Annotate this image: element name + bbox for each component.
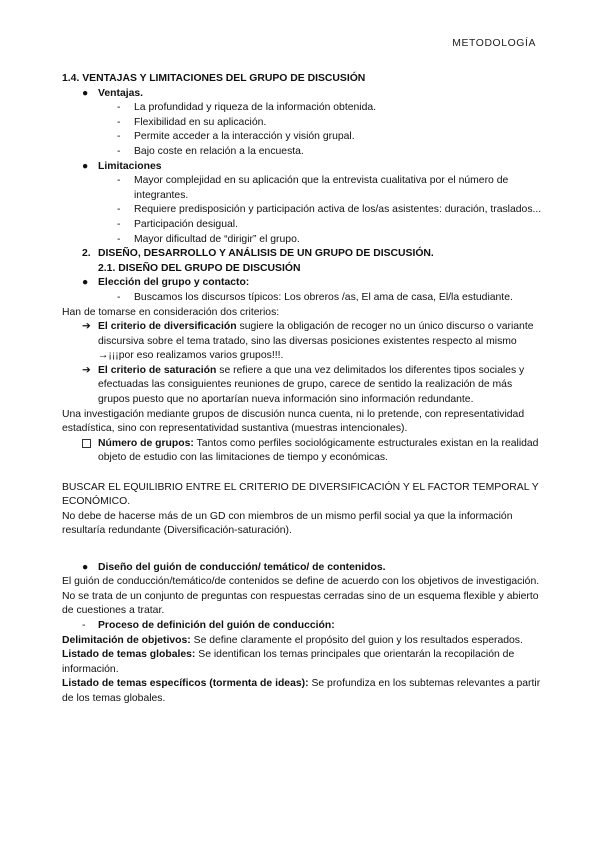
proceso-item: - Proceso de definición del guión de conducción:: [62, 619, 544, 634]
bullet-dot-icon: ●: [82, 277, 89, 289]
list-item: - Bajo coste en relación a la encuesta.: [62, 145, 544, 160]
diseno-paragraph-2: No se trata de un conjunto de preguntas con respuestas cerradas sino de un esquema flexible y abierto de cuestiones a tratar.: [62, 590, 539, 617]
list-item: - Mayor complejidad en su aplicación que la entrevista cualitativa por el número de integrantes.: [117, 175, 509, 201]
list-item: - Flexibilidad en su aplicación.: [62, 116, 544, 131]
bullet-dot-icon: ●: [82, 561, 89, 573]
representatividad-paragraph: Una investigación mediante grupos de discusión nunca cuenta, ni lo pretende, con representatividad estadística, sino con representatividad sustantiva (muestras intencionales).: [62, 408, 525, 435]
arrow-right-icon: ➔: [82, 321, 91, 333]
temas-globales-paragraph: Listado de temas globales: Se identifican los temas principales que orientarán la recopilación de información.: [62, 649, 515, 675]
ventajas-bullet: [62, 87, 544, 102]
criterio-saturacion: ➔ El criterio de saturación se refiere a que una vez delimitados los diferentes tipos sociales y efectuadas las consiguientes reuniones de grupo, carece de sentido la realización de más grupos puesto que no aportarían nueva información sino información redundante.: [82, 364, 525, 406]
dash-icon: -: [82, 619, 86, 631]
dash-icon: -: [117, 102, 121, 114]
section-1-4-title: 1.4. VENTAJAS Y LIMITACIONES DEL GRUPO DE DISCUSIÓN: [62, 73, 366, 84]
equilibrio-paragraph: BUSCAR EL EQUILIBRIO ENTRE EL CRITERIO DE DIVERSIFICACIÓN Y EL FACTOR TEMPORAL Y ECONÓMICO.: [62, 481, 539, 508]
dash-icon: -: [117, 233, 121, 245]
list-item: - Participación desigual.: [62, 218, 544, 233]
diseno-label: Diseño del guión de conducción/ temático/ de contenidos.: [98, 561, 386, 573]
dash-icon: -: [117, 218, 121, 230]
numero-grupos-item: Número de grupos: Tantos como perfiles sociológicamente estructurales existan en la realidad objeto de estudio con las limitaciones de tiempo y económicas.: [62, 437, 544, 466]
ventajas-label: Ventajas.: [98, 87, 144, 99]
dash-icon: -: [117, 291, 121, 303]
bullet-dot-icon: ●: [82, 87, 89, 99]
running-header: METODOLOGÍA: [452, 38, 536, 49]
dash-icon: -: [117, 145, 121, 157]
dash-icon: -: [117, 204, 121, 216]
dash-icon: -: [117, 131, 121, 143]
section-2-title: 2. DISEÑO, DESARROLLO Y ANÁLISIS DE UN GRUPO DE DISCUSIÓN.: [62, 247, 544, 262]
list-item: - La profundidad y riqueza de la información obtenida.: [62, 101, 544, 116]
dash-icon: -: [117, 116, 121, 128]
criterios-intro: Han de tomarse en consideración dos criterios:: [62, 306, 280, 318]
delimitacion-paragraph: Delimitación de objetivos: Se define claramente el propósito del guion y los resultados esperados.: [62, 634, 523, 646]
no-debe-paragraph: No debe de hacerse más de un GD con miembros de un mismo perfil social ya que la información resultaría redundante (Diversificación-saturación).: [62, 510, 513, 537]
section-2-number: 2.: [82, 248, 91, 260]
section-2-1-title: 2.1. DISEÑO DEL GRUPO DE DISCUSIÓN: [98, 262, 301, 274]
document-body: [62, 72, 544, 707]
list-item: - Requiere predisposición y participación activa de los/as asistentes: duración, traslados...: [62, 203, 544, 218]
diseno-paragraph-1: El guión de conducción/temático/de contenidos se define de acuerdo con los objetivos de investigación.: [62, 576, 540, 588]
limitaciones-label: Limitaciones: [98, 160, 162, 172]
list-item: - Mayor dificultad de “dirigir” el grupo.: [62, 233, 544, 248]
checkbox-icon: [82, 439, 91, 448]
eleccion-bullet: [62, 276, 544, 291]
list-item: - Permite acceder a la interacción y visión grupal.: [62, 130, 544, 145]
list-item: - Buscamos los discursos típicos: Los obreros /as, El ama de casa, El/la estudiante.: [62, 291, 544, 306]
dash-icon: -: [117, 175, 121, 187]
arrow-right-icon: ➔: [82, 364, 91, 376]
criterio-diversificacion: ➔ El criterio de diversificación sugiere la obligación de recoger no un único discurso o variante discursiva sobre el tema tratado, sino las diversas posiciones existentes respecto al mismo →¡¡¡por eso realizamos varios grupos!!!.: [82, 321, 534, 362]
limitaciones-bullet: [62, 160, 544, 175]
diseno-bullet: [62, 561, 544, 576]
bullet-dot-icon: ●: [82, 160, 89, 172]
eleccion-label: Elección del grupo y contacto:: [98, 277, 250, 289]
temas-especificos-paragraph: Listado de temas específicos (tormenta de ideas): Se profundiza en los subtemas relevantes a partir de los temas globales.: [62, 678, 541, 704]
